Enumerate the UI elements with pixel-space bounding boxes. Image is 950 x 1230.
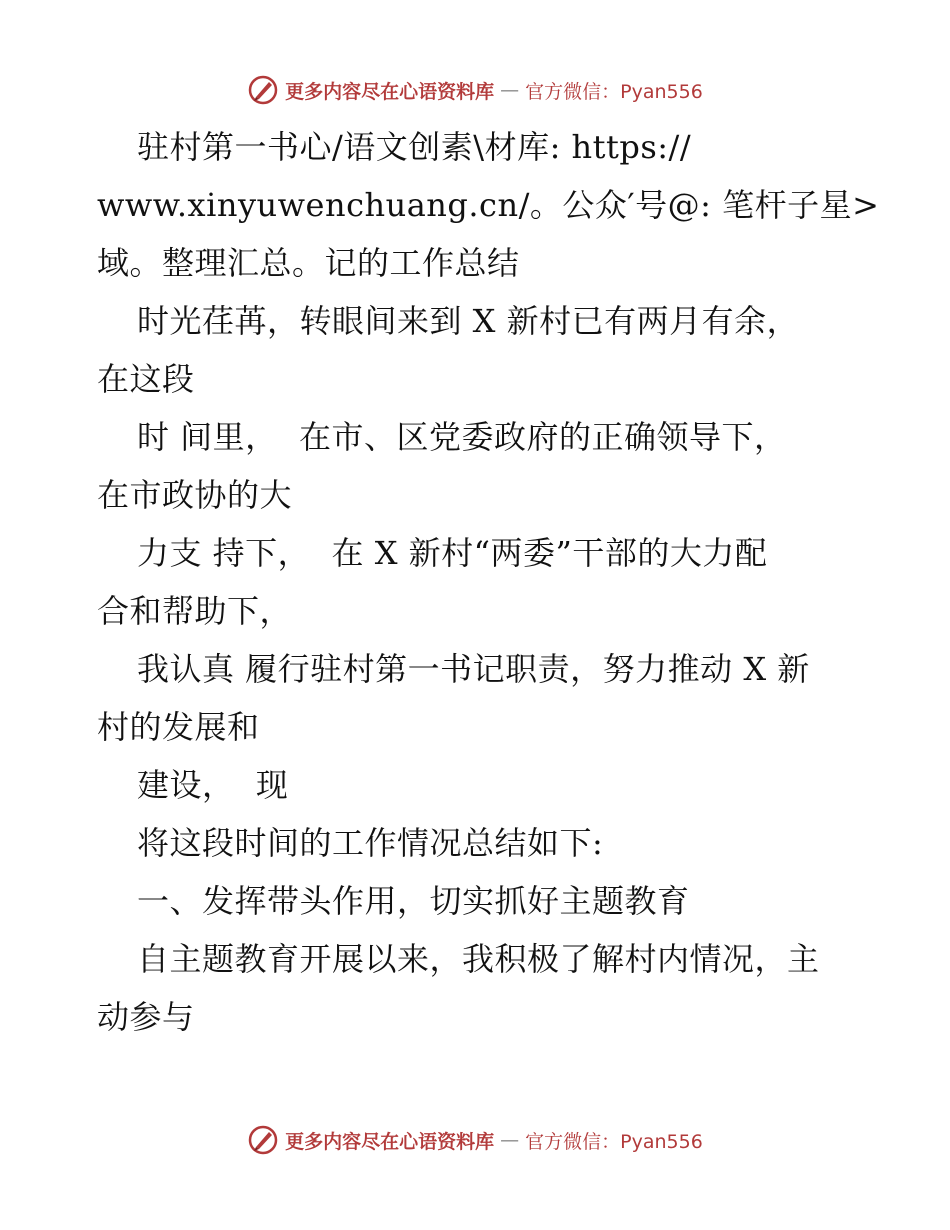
body-line: 力支 持下， 在 X 新村“两委”干部的大力配 xyxy=(137,534,768,572)
watermark-wechat-text: 官方微信：Pyan556 xyxy=(525,1130,703,1153)
watermark-separator: — xyxy=(500,79,520,101)
quill-pen-icon xyxy=(247,74,279,106)
body-line: 域。整理汇总。记的工作总结 xyxy=(97,244,520,282)
body-line: 自主题教育开展以来，我积极了解村内情况，主 xyxy=(137,940,820,978)
section-heading: 一、发挥带头作用，切实抓好主题教育 xyxy=(137,882,690,920)
header-watermark-banner xyxy=(0,72,950,108)
body-line: 时 间里， 在市、区党委政府的正确领导下， xyxy=(137,418,787,456)
footer-watermark-banner xyxy=(0,1122,950,1158)
body-line: 合和帮助下， xyxy=(97,592,293,630)
body-line: 在市政协的大 xyxy=(97,476,293,514)
body-line: 驻村第一书心/语文创素\材库: https:// xyxy=(137,128,692,166)
watermark-separator: — xyxy=(500,1129,520,1151)
document-body xyxy=(97,118,880,1046)
body-line: 村的发展和 xyxy=(97,708,260,746)
body-line: 在这段 xyxy=(97,360,195,398)
body-line: 我认真 履行驻村第一书记职责，努力推动 X 新 xyxy=(137,650,810,688)
quill-pen-icon xyxy=(247,1124,279,1156)
body-line: 将这段时间的工作情况总结如下: xyxy=(137,824,604,862)
body-line: www.xinyuwenchuang.cn/。公众′号@: 笔杆子星> xyxy=(97,186,880,224)
body-line: 建设， 现 xyxy=(137,766,289,804)
body-line: 动参与 xyxy=(97,998,195,1036)
watermark-wechat-text: 官方微信：Pyan556 xyxy=(525,80,703,103)
body-line: 时光荏苒，转眼间来到 X 新村已有两月有余， xyxy=(137,302,800,340)
watermark-brand-text: 更多内容尽在心语资料库 xyxy=(285,80,495,103)
watermark-brand-text: 更多内容尽在心语资料库 xyxy=(285,1130,495,1153)
